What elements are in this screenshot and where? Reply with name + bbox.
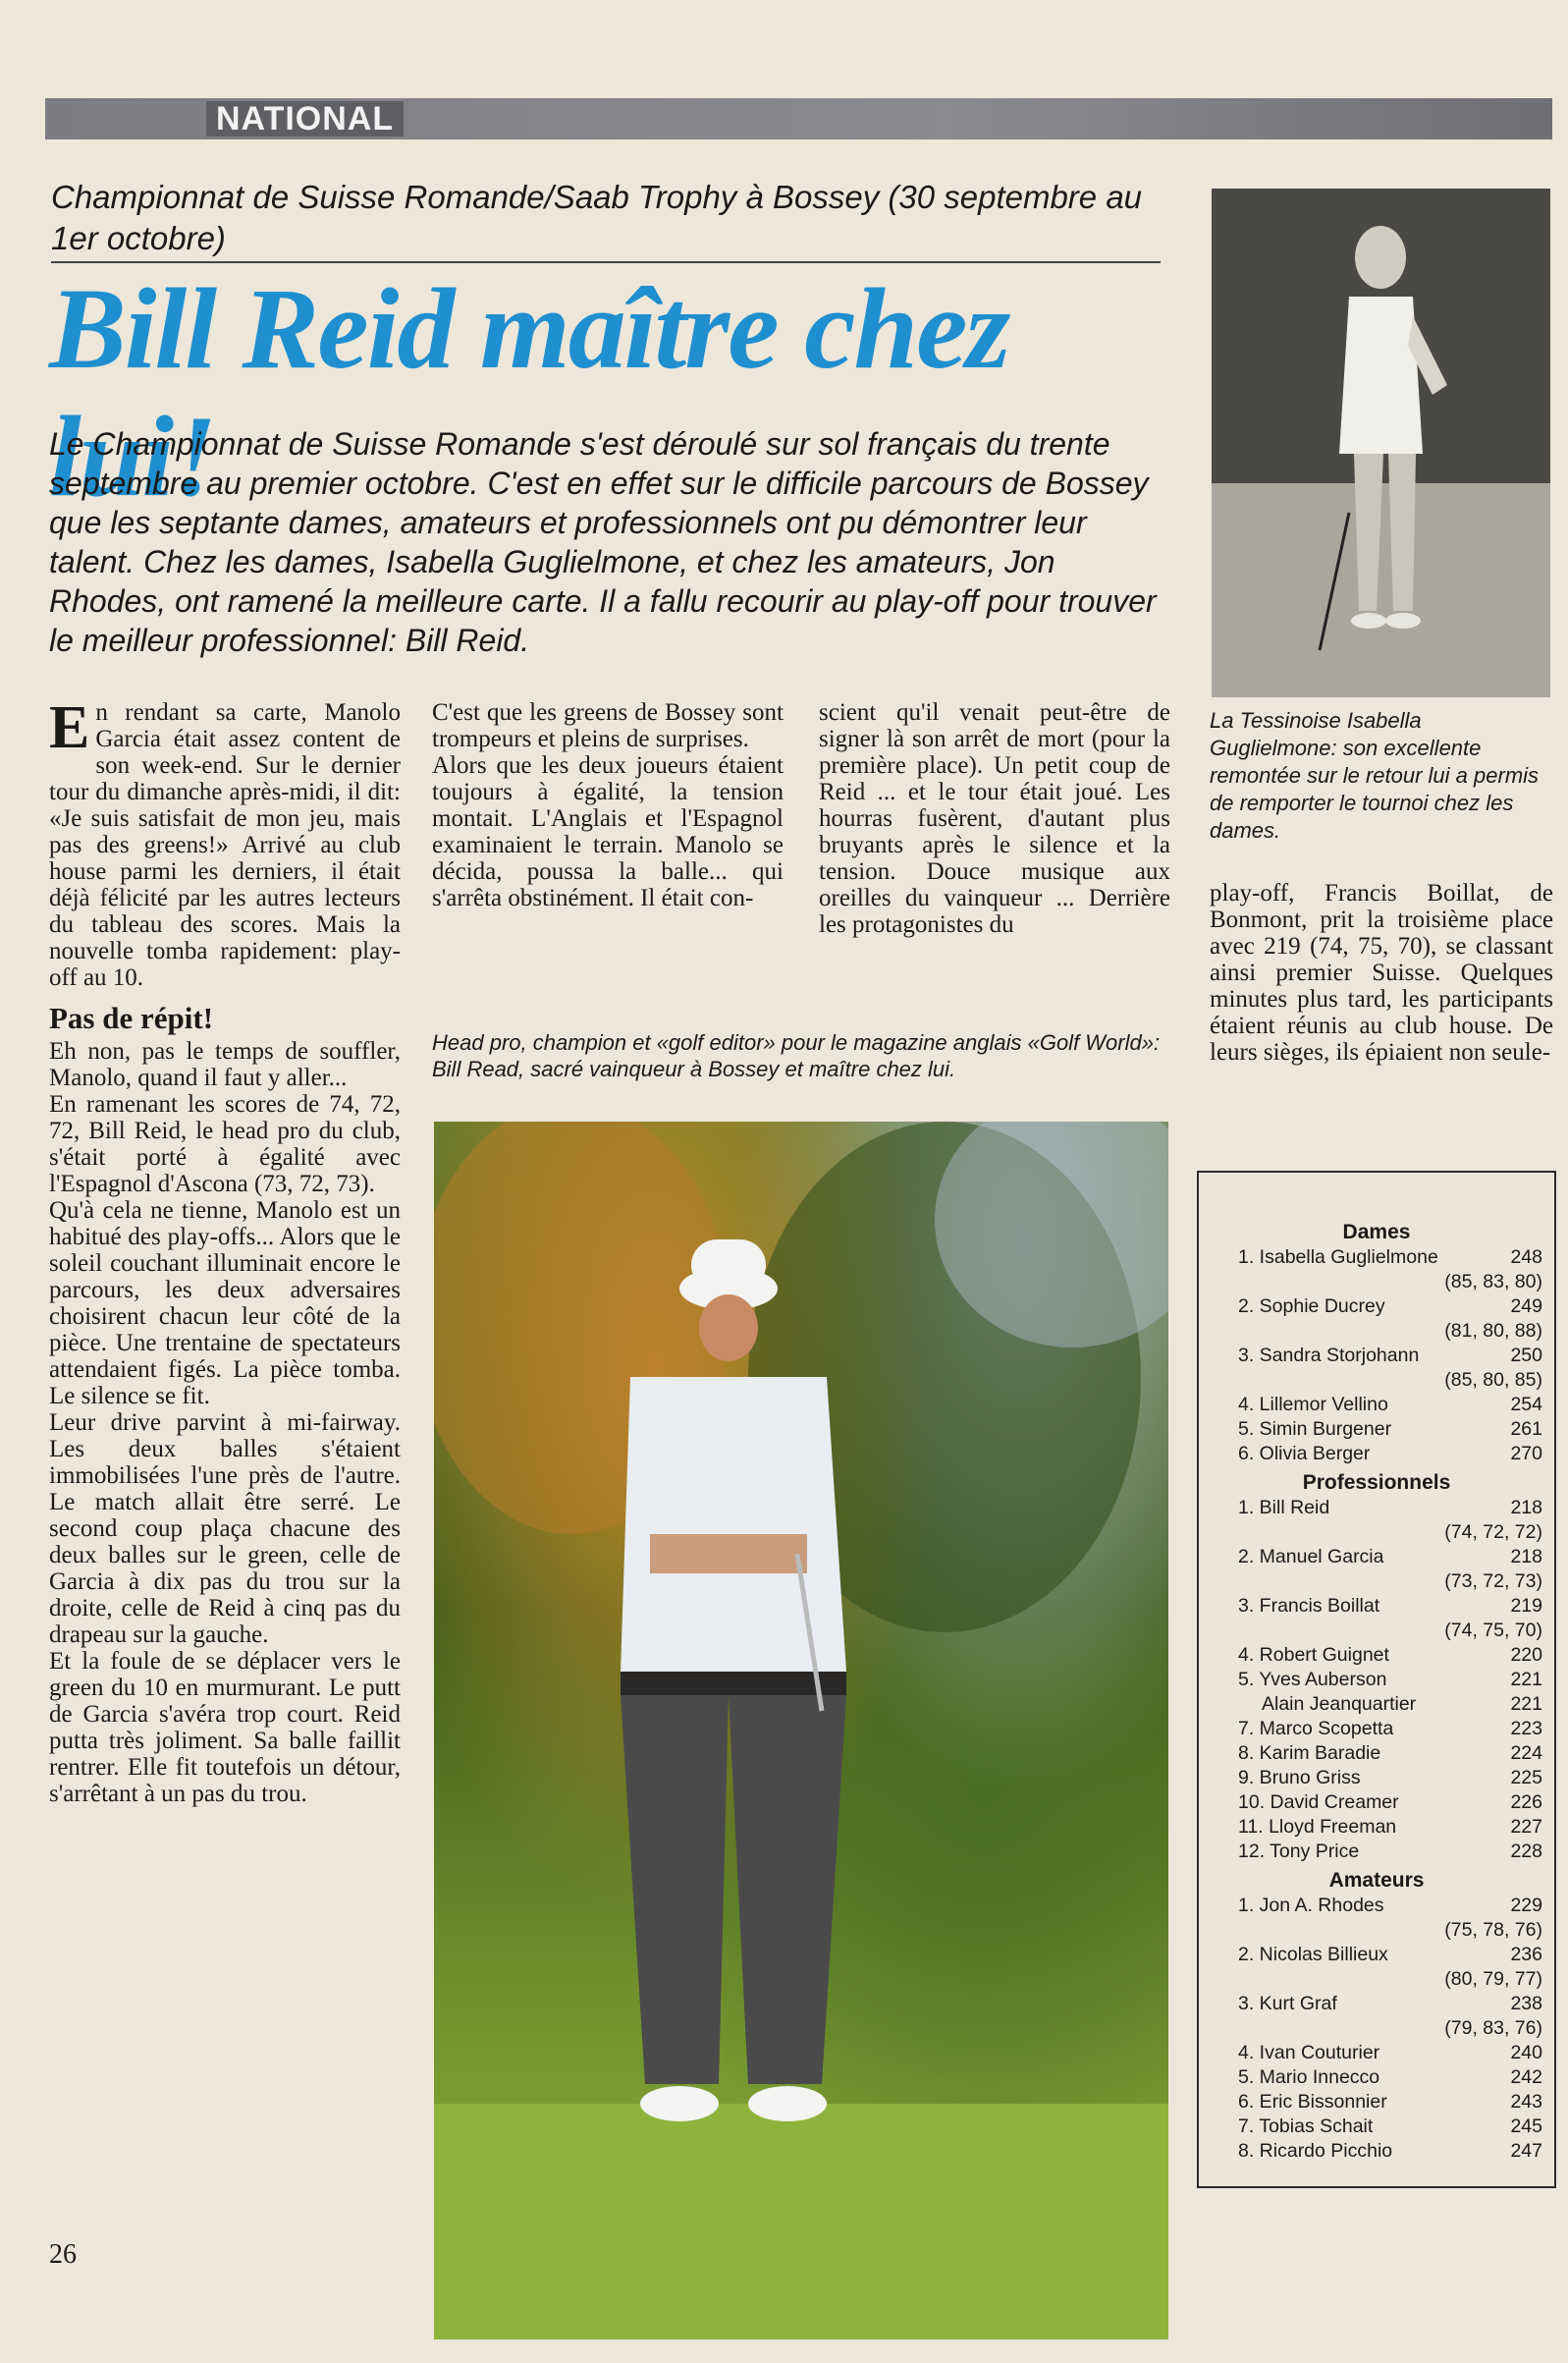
result-name: 3. Francis Boillat <box>1238 1595 1380 1617</box>
text-column-3 <box>819 699 1170 938</box>
photo-bill-reid <box>434 1122 1168 2339</box>
result-row <box>1199 1545 1554 1569</box>
result-score: 254 <box>1510 1394 1542 1415</box>
result-score: 238 <box>1510 1993 1542 2014</box>
result-name: 11. Lloyd Freeman <box>1238 1816 1397 1838</box>
body-paragraph: En rendant sa carte, Manolo Garcia était assez content de son week-end. Sur le dernier tour du dimanche après-midi, il dit: «Je suis satisfait de mon jeu, mais pas des greens!» Arrivé au club house parmi les derniers, il était déjà félicité par les autres lecteurs du tableau des scores. Mais la nouvelle tomba rapidement: play-off au 10. <box>49 694 401 991</box>
result-round-scores: (85, 83, 80) <box>1444 1271 1542 1292</box>
text-column-2 <box>432 699 784 911</box>
section-bar <box>45 98 1552 139</box>
result-name: 12. Tony Price <box>1238 1841 1360 1862</box>
result-row <box>1199 2065 1554 2090</box>
result-score: 248 <box>1510 1246 1542 1268</box>
result-row <box>1199 1643 1554 1668</box>
result-row <box>1199 1766 1554 1790</box>
result-row <box>1199 2115 1554 2139</box>
result-round-scores: (81, 80, 88) <box>1444 1320 1542 1342</box>
result-score: 221 <box>1510 1669 1542 1690</box>
result-row <box>1199 1840 1554 1864</box>
body-paragraph: Eh non, pas le temps de souffler, Manolo, quand il faut y aller... <box>49 1038 401 1091</box>
result-score: 236 <box>1510 1944 1542 1965</box>
result-row <box>1199 2090 1554 2115</box>
results-heading: Dames <box>1342 1221 1411 1243</box>
results-box <box>1197 1171 1556 2188</box>
body-paragraph: Leur drive parvint à mi-fairway. Les deux balles s'étaient immobilisées l'une près de l'autre. Le match allait être serré. Le second coup plaça chacune des deux balles sur le green, celle de Garcia à dix pas du trou sur la droite, celle de Reid à cinq pas du drapeau sur la gauche. <box>49 1409 401 1648</box>
result-name: 2. Nicolas Billieux <box>1238 1944 1388 1965</box>
result-row <box>1199 1692 1554 1717</box>
section-label: NATIONAL <box>206 101 404 137</box>
article-kicker: Championnat de Suisse Romande/Saab Trophy à Bossey (30 septembre au 1er octobre) <box>51 177 1161 263</box>
result-score: 224 <box>1510 1742 1542 1764</box>
result-row <box>1199 2041 1554 2065</box>
result-row <box>1199 1943 1554 1967</box>
result-round-scores: (74, 72, 72) <box>1444 1521 1542 1543</box>
result-row <box>1199 1442 1554 1466</box>
result-score: 247 <box>1510 2140 1542 2162</box>
result-name: 5. Yves Auberson <box>1238 1669 1387 1690</box>
result-score: 250 <box>1510 1345 1542 1366</box>
results-list <box>1199 1894 1554 2164</box>
result-score: 249 <box>1510 1295 1542 1317</box>
result-row <box>1199 1894 1554 1918</box>
result-name: 2. Sophie Ducrey <box>1238 1295 1385 1317</box>
result-name: 1. Jon A. Rhodes <box>1238 1895 1384 1916</box>
result-name: 4. Ivan Couturier <box>1238 2042 1380 2063</box>
result-row <box>1199 1668 1554 1692</box>
photo-isabella-guglielmone <box>1212 189 1550 697</box>
result-name: 3. Sandra Storjohann <box>1238 1345 1420 1366</box>
results-list <box>1199 1245 1554 1466</box>
result-row <box>1199 1294 1554 1319</box>
result-score: 240 <box>1510 2042 1542 2063</box>
result-row <box>1199 1790 1554 1815</box>
article-headline: Bill Reid maître chez lui! <box>49 264 1009 521</box>
text-column-1 <box>49 694 401 1807</box>
result-row <box>1199 1594 1554 1619</box>
result-row <box>1199 1417 1554 1442</box>
result-name: Alain Jeanquartier <box>1262 1693 1417 1715</box>
result-round-scores: (80, 79, 77) <box>1444 1968 1542 1990</box>
result-name: 1. Isabella Guglielmone <box>1238 1246 1438 1268</box>
result-name: 5. Mario Innecco <box>1238 2066 1380 2088</box>
results-list <box>1199 1496 1554 1864</box>
result-score: 243 <box>1510 2091 1542 2113</box>
result-score: 219 <box>1510 1595 1542 1617</box>
result-name: 4. Lillemor Vellino <box>1238 1394 1388 1415</box>
results-amateurs <box>1199 1868 1554 2164</box>
body-paragraph: Alors que les deux joueurs étaient toujours à égalité, la tension montait. L'Anglais et l'Espagnol examinaient le terrain. Manolo se décida, poussa la balle... qui s'arrêta obstinément. Il était con- <box>432 752 784 911</box>
body-paragraph: scient qu'il venait peut-être de signer là son arrêt de mort (pour la première place). Un petit coup de Reid ... et le tour était joué. Les hourras fusèrent, d'autant plus bruyants après le silence et la tension. Douce musique aux oreilles du vainqueur ... Derrière les protagonistes du <box>819 699 1170 938</box>
result-row <box>1199 1245 1554 1270</box>
result-name: 4. Robert Guignet <box>1238 1644 1389 1666</box>
body-paragraph: Et la foule de se déplacer vers le green du 10 en murmurant. Le putt de Garcia s'avéra trop court. Reid putta très joliment. Sa balle faillit rentrer. Elle fit toutefois un détour, s'arrêtant à un pas du trou. <box>49 1648 401 1807</box>
result-name: 1. Bill Reid <box>1238 1497 1330 1518</box>
result-score: 218 <box>1510 1546 1542 1567</box>
result-round-scores: (79, 83, 76) <box>1444 2017 1542 2039</box>
result-row <box>1199 1992 1554 2016</box>
subheading: Pas de répit! <box>49 1001 214 1035</box>
result-row <box>1199 1815 1554 1840</box>
result-name: 9. Bruno Griss <box>1238 1767 1361 1788</box>
body-paragraph: En ramenant les scores de 74, 72, 72, Bill Reid, le head pro du club, s'était porté à égalité avec l'Espagnol d'Ascona (73, 72, 73). <box>49 1091 401 1197</box>
result-score: 221 <box>1510 1693 1542 1715</box>
result-row <box>1199 1741 1554 1766</box>
result-round-scores: (73, 72, 73) <box>1444 1570 1542 1592</box>
result-name: 8. Ricardo Picchio <box>1238 2140 1393 2162</box>
photo2-caption: Head pro, champion et «golf editor» pour le magazine anglais «Golf World»: Bill Read, sacré vainqueur à Bossey et maître chez lui. <box>432 1030 1161 1081</box>
result-name: 7. Marco Scopetta <box>1238 1718 1394 1739</box>
result-score: 226 <box>1510 1791 1542 1813</box>
result-name: 5. Simin Burgener <box>1238 1418 1392 1440</box>
text-column-4 <box>1210 880 1553 1066</box>
result-name: 10. David Creamer <box>1238 1791 1399 1813</box>
result-name: 6. Olivia Berger <box>1238 1443 1371 1464</box>
golfer-woman-illustration <box>1212 189 1550 697</box>
result-name: 2. Manuel Garcia <box>1238 1546 1384 1567</box>
results-dames <box>1199 1220 1554 1466</box>
result-score: 223 <box>1510 1718 1542 1739</box>
article-lead: Le Championnat de Suisse Romande s'est déroulé sur sol français du trente septembre au premier octobre. C'est en effet sur le difficile parcours de Bossey que les septante dames, amateurs et professionnels ont pu démontrer leur talent. Chez les dames, Isabella Guglielmone, et chez les amateurs, Jon Rhodes, ont ramené la meilleure carte. Il a fallu recourir au play-off pour trouver le meilleur professionnel: Bill Reid. <box>49 426 1157 658</box>
drop-cap: E <box>49 694 90 761</box>
result-name: 8. Karim Baradie <box>1238 1742 1381 1764</box>
result-row <box>1199 1717 1554 1741</box>
result-round-scores: (75, 78, 76) <box>1444 1919 1542 1941</box>
result-score: 228 <box>1510 1841 1542 1862</box>
results-heading: Amateurs <box>1328 1869 1425 1892</box>
result-name: 3. Kurt Graf <box>1238 1993 1337 2014</box>
result-name: 7. Tobias Schait <box>1238 2116 1374 2137</box>
result-score: 227 <box>1510 1816 1542 1838</box>
photo1-caption: La Tessinoise Isabella Guglielmone: son excellente remontée sur le retour lui a permis de remporter le tournoi chez les dames. <box>1210 708 1540 843</box>
result-row <box>1199 1393 1554 1417</box>
page-number: 26 <box>49 2239 77 2270</box>
body-paragraph: play-off, Francis Boillat, de Bonmont, prit la troisième place avec 219 (74, 75, 70), se classant ainsi premier Suisse. Quelques minutes plus tard, les participants étaient réunis au club house. De leurs sièges, ils épiaient non seule- <box>1210 880 1553 1066</box>
result-score: 242 <box>1510 2066 1542 2088</box>
result-name: 6. Eric Bissonnier <box>1238 2091 1387 2113</box>
body-paragraph: C'est que les greens de Bossey sont trompeurs et pleins de surprises. <box>432 699 784 752</box>
result-round-scores: (85, 80, 85) <box>1444 1369 1542 1391</box>
result-row <box>1199 2139 1554 2164</box>
body-paragraph: Qu'à cela ne tienne, Manolo est un habitué des play-offs... Alors que le soleil couchant illuminait encore le parcours, les deux adversaires choisirent chacun leur côté de la pièce. Une trentaine de spectateurs attendaient figés. La pièce tomba. Le silence se fit. <box>49 1197 401 1409</box>
results-heading: Professionnels <box>1302 1471 1451 1494</box>
result-row <box>1199 1344 1554 1368</box>
result-score: 229 <box>1510 1895 1542 1916</box>
result-row <box>1199 1496 1554 1520</box>
result-score: 261 <box>1510 1418 1542 1440</box>
result-round-scores: (74, 75, 70) <box>1444 1620 1542 1641</box>
results-pros <box>1199 1470 1554 1864</box>
result-score: 220 <box>1510 1644 1542 1666</box>
result-score: 245 <box>1510 2116 1542 2137</box>
golfer-man-illustration <box>434 1122 1168 2339</box>
result-score: 225 <box>1510 1767 1542 1788</box>
result-score: 270 <box>1510 1443 1542 1464</box>
result-score: 218 <box>1510 1497 1542 1518</box>
